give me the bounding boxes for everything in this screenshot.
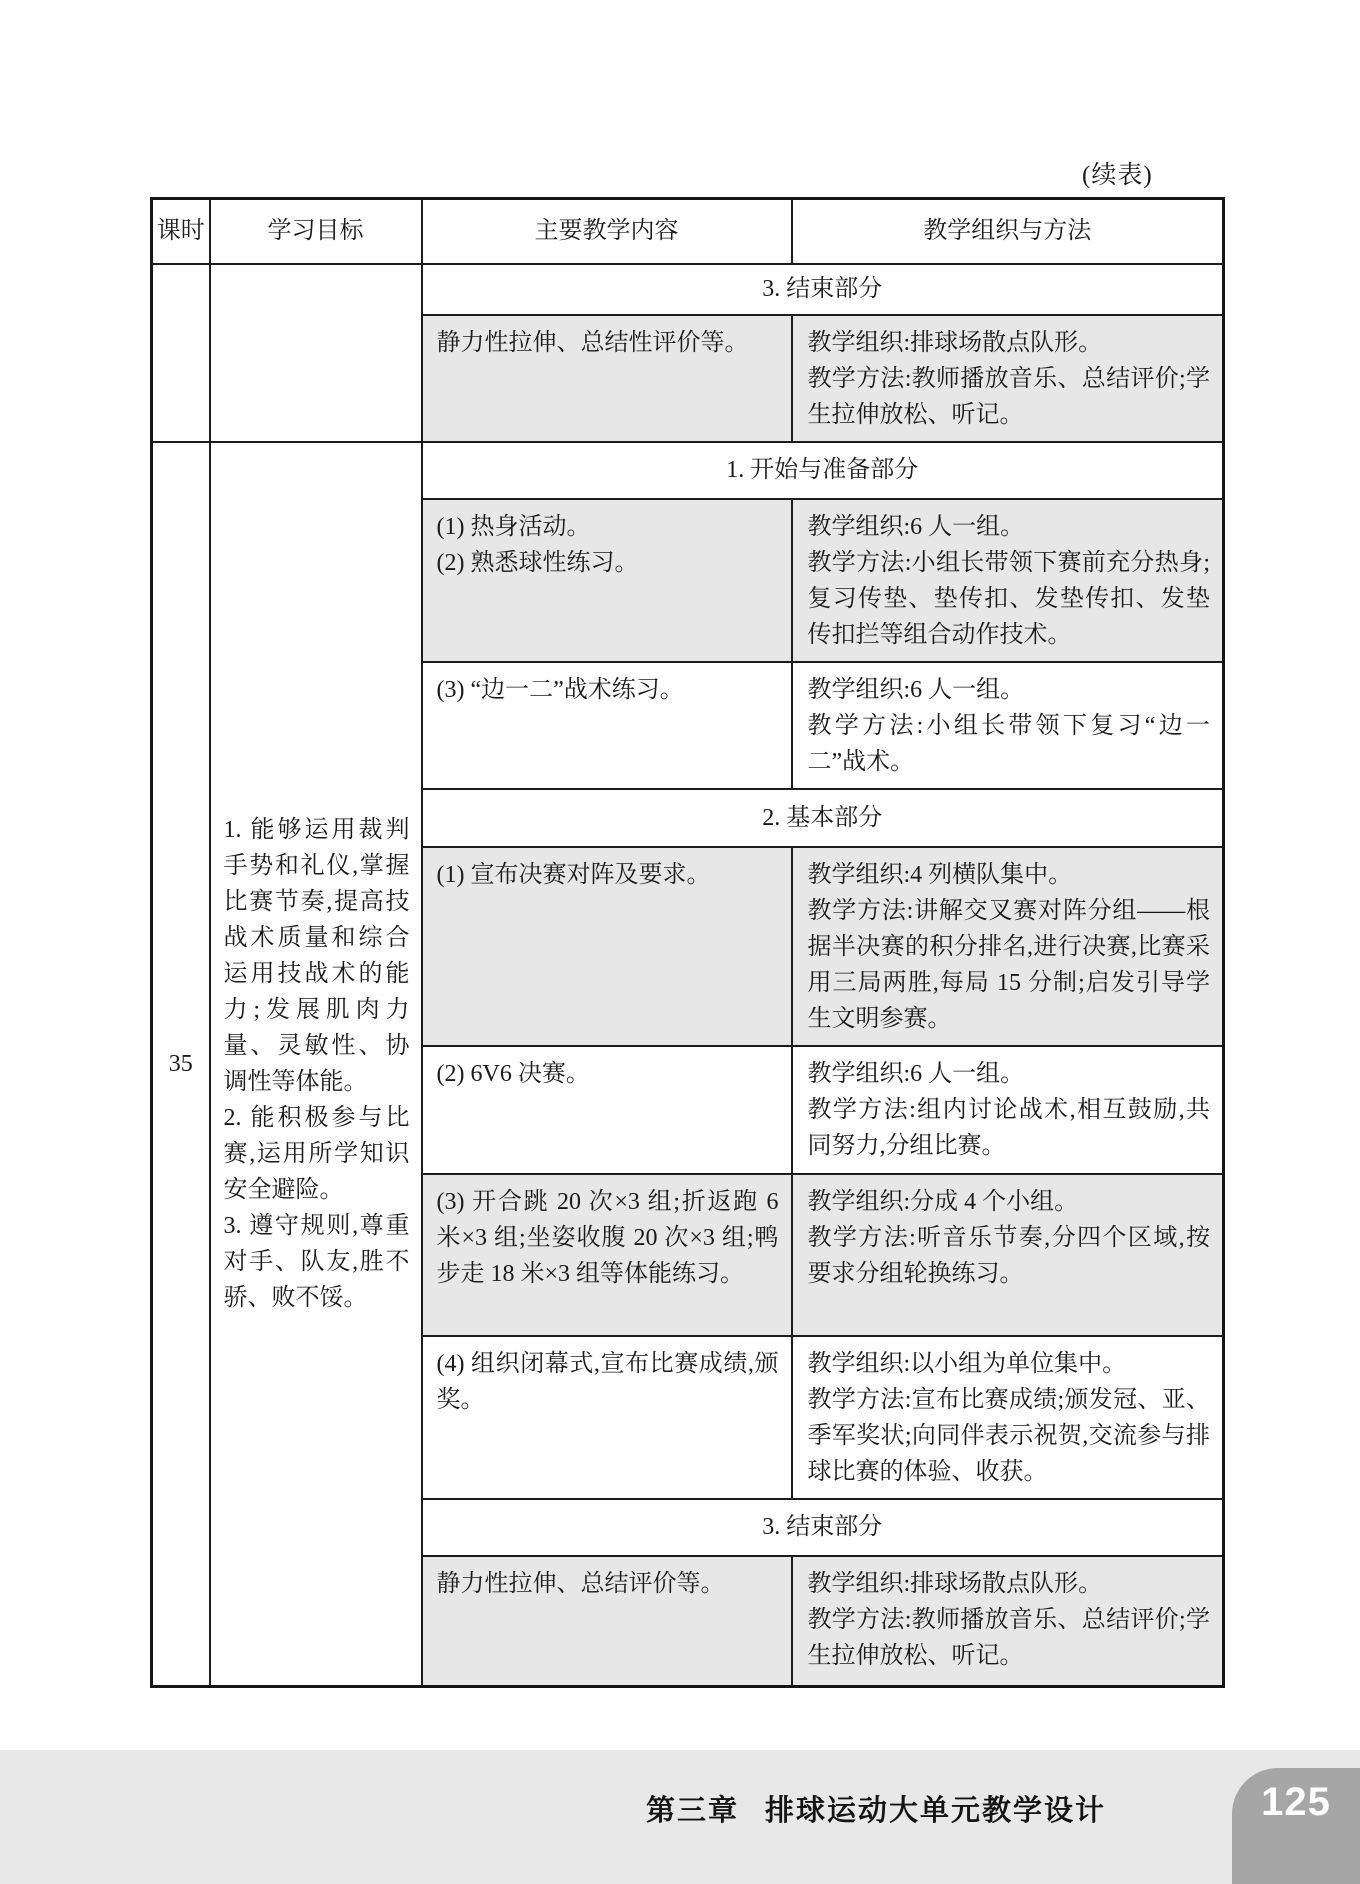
methods-cell	[792, 1336, 1224, 1499]
org-line: 教学组织:6 人一组。	[807, 1060, 1025, 1087]
content-cell	[422, 1046, 792, 1174]
content-line: (2) 6V6 决赛。	[436, 1060, 590, 1087]
footer-title: 排球运动大单元教学设计	[764, 1795, 1106, 1827]
method-line: 教学方法:教师播放音乐、总结评价;学生拉伸放松、听记。	[807, 1606, 1210, 1669]
lesson-cell-35: 35	[152, 442, 210, 1687]
org-line: 教学组织:6 人一组。	[807, 513, 1025, 540]
content-line: 静力性拉伸、总结性评价等。	[436, 329, 749, 356]
method-line: 教学方法:教师播放音乐、总结评价;学生拉伸放松、听记。	[807, 365, 1210, 428]
methods-cell	[792, 1046, 1224, 1174]
objectives-cell-35	[210, 442, 422, 1687]
col-header-methods: 教学组织与方法	[792, 199, 1224, 264]
method-line: 教学方法:小组长带领下赛前充分热身;复习传垫、垫传扣、发垫传扣、发垫传扣拦等组合动作技术。	[807, 549, 1210, 648]
content-line: (3) “边一二”战术练习。	[436, 676, 684, 703]
page-number-tab	[1232, 1768, 1360, 1884]
content-cell	[422, 1174, 792, 1336]
methods-cell	[792, 499, 1224, 662]
footer-chapter: 第三章	[645, 1795, 739, 1827]
org-line: 教学组织:排球场散点队形。	[807, 329, 1103, 356]
method-line: 教学方法:讲解交叉赛对阵分组——根据半决赛的积分排名,进行决赛,比赛采用三局两胜,每局 15 分制;启发引导学生文明参赛。	[807, 897, 1210, 1032]
section-header: 1. 开始与准备部分	[422, 442, 1224, 499]
content-line: (1) 宣布决赛对阵及要求。	[436, 861, 711, 888]
objective-item: 1. 能够运用裁判手势和礼仪,掌握比赛节奏,提高技战术质量和综合运用技战术的能力;发展肌肉力量、灵敏性、协调性等体能。	[223, 816, 410, 1095]
lesson-cell-previous	[152, 264, 210, 442]
table-header-row	[152, 199, 1224, 264]
methods-cell	[792, 1174, 1224, 1336]
col-header-lesson: 课时	[152, 199, 210, 264]
col-header-objectives: 学习目标	[210, 199, 422, 264]
section-header: 3. 结束部分	[422, 264, 1224, 315]
lesson-plan-table	[150, 197, 1225, 1688]
table-row	[152, 264, 1224, 315]
content-cell	[422, 1556, 792, 1687]
methods-cell	[792, 1556, 1224, 1687]
methods-cell	[792, 847, 1224, 1046]
method-line: 教学方法:听音乐节奏,分四个区域,按要求分组轮换练习。	[807, 1224, 1210, 1287]
method-line: 教学方法:组内讨论战术,相互鼓励,共同努力,分组比赛。	[807, 1096, 1210, 1159]
org-line: 教学组织:4 列横队集中。	[807, 861, 1073, 888]
objective-item: 2. 能积极参与比赛,运用所学知识安全避险。	[223, 1104, 410, 1203]
content-cell	[422, 1336, 792, 1499]
methods-cell	[792, 315, 1224, 442]
content-cell	[422, 315, 792, 442]
objectives-cell-previous	[210, 264, 422, 442]
org-line: 教学组织:6 人一组。	[807, 676, 1025, 703]
continued-table-label: (续表)	[1082, 162, 1153, 189]
content-line: (1) 热身活动。	[436, 513, 591, 540]
method-line: 教学方法:宣布比赛成绩;颁发冠、亚、季军奖状;向同伴表示祝贺,交流参与排球比赛的体验、收获。	[807, 1386, 1210, 1485]
content-cell	[422, 499, 792, 662]
content-line: (3) 开合跳 20 次×3 组;折返跑 6 米×3 组;坐姿收腹 20 次×3 组;鸭步走 18 米×3 组等体能练习。	[436, 1188, 779, 1287]
content-line: 静力性拉伸、总结评价等。	[436, 1570, 725, 1597]
org-line: 教学组织:分成 4 个小组。	[807, 1188, 1079, 1215]
method-line: 教学方法:小组长带领下复习“边一二”战术。	[807, 712, 1210, 775]
col-header-content: 主要教学内容	[422, 199, 792, 264]
org-line: 教学组织:排球场散点队形。	[807, 1570, 1103, 1597]
content-cell	[422, 847, 792, 1046]
org-line: 教学组织:以小组为单位集中。	[807, 1350, 1127, 1377]
page-number: 125	[1261, 1780, 1331, 1824]
footer-chapter-title	[0, 1788, 1106, 1829]
section-header: 3. 结束部分	[422, 1499, 1224, 1556]
content-line: (4) 组织闭幕式,宣布比赛成绩,颁奖。	[436, 1350, 779, 1413]
content-cell	[422, 662, 792, 789]
section-header: 2. 基本部分	[422, 789, 1224, 847]
objective-item: 3. 遵守规则,尊重对手、队友,胜不骄、败不馁。	[223, 1212, 410, 1311]
content-line: (2) 熟悉球性练习。	[436, 549, 639, 576]
table-row	[152, 442, 1224, 499]
methods-cell	[792, 662, 1224, 789]
